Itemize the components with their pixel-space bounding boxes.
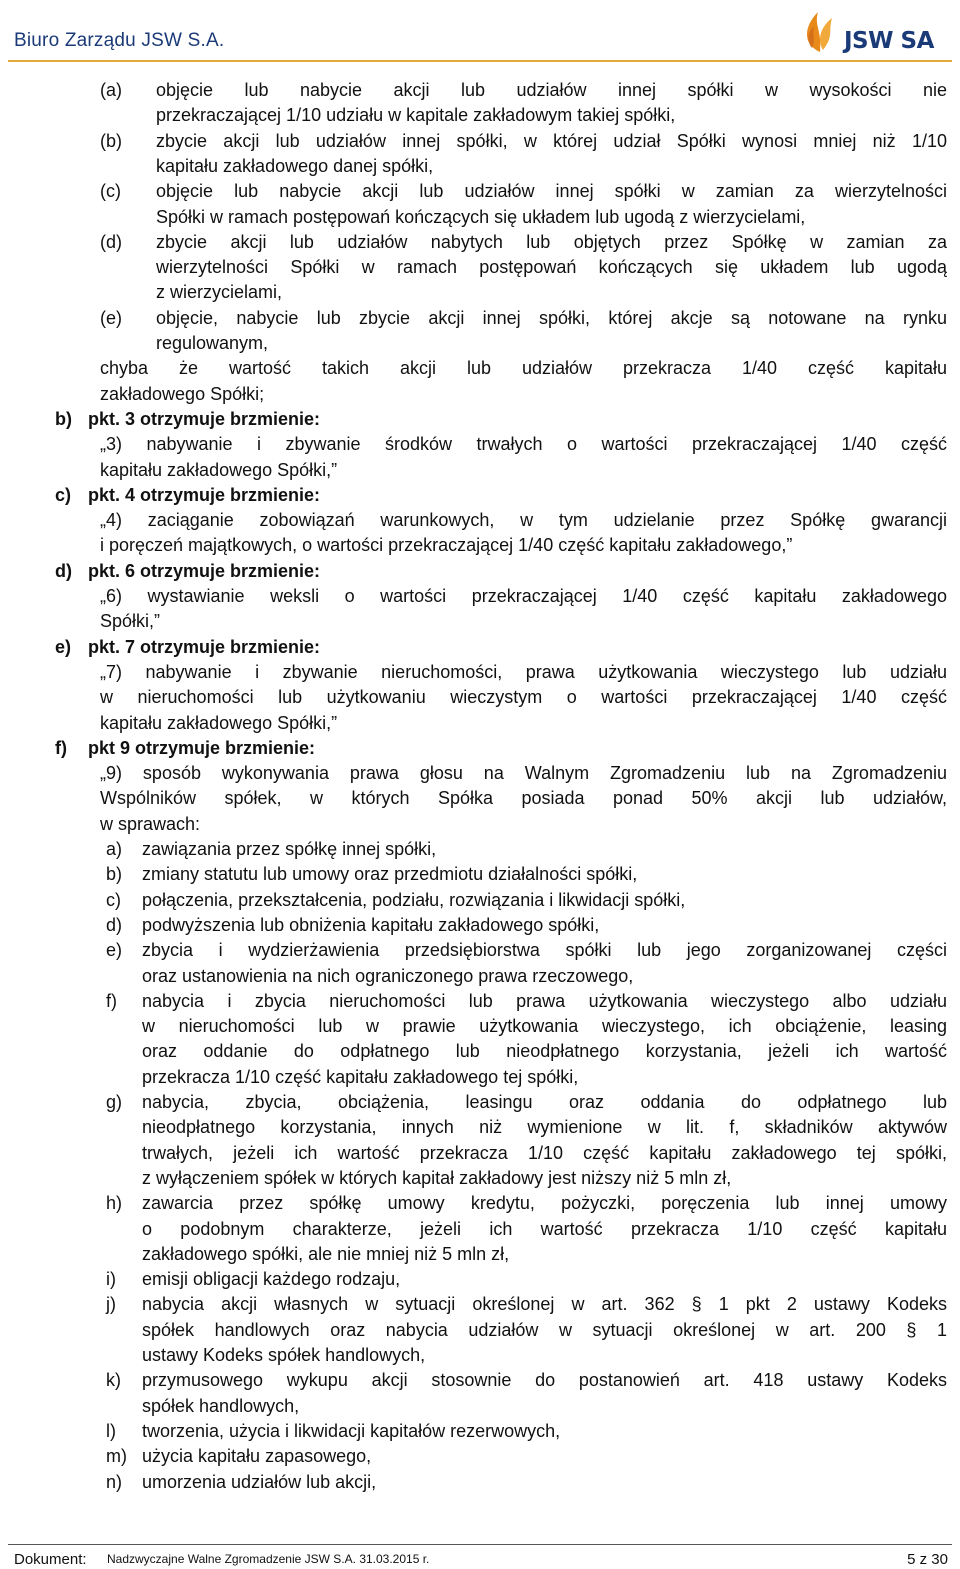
- amendment-heading: pkt 9 otrzymuje brzmienie:: [88, 737, 316, 758]
- amendment-heading: pkt. 7 otrzymuje brzmienie:: [88, 636, 321, 657]
- amendment-text: „3) nabywanie i zbywanie środków trwałych o wartości przekraczającej 1/40 część: [100, 434, 947, 455]
- amendment-text: „7) nabywanie i zbywanie nieruchomości, prawa użytkowania wieczystego lub udziału: [100, 661, 947, 682]
- sub-list-item-text: trwałych, jeżeli ich wartość przekracza 1/10 część kapitału zakładowego tej spółki,: [142, 1142, 947, 1163]
- amendment-text: Wspólników spółek, w których Spółka posiada ponad 50% akcji lub udziałów,: [100, 788, 947, 809]
- sub-list-item-text: przekracza 1/10 część kapitału zakładowego tej spółki,: [142, 1066, 579, 1087]
- list-item-text: objęcie lub nabycie akcji lub udziałów innej spółki w zamian za wierzytelności: [156, 181, 947, 202]
- sub-list-item-text: nabycia i zbycia nieruchomości lub prawa użytkowania wieczystego albo udziału: [142, 990, 947, 1011]
- amendment-label: b): [55, 408, 72, 429]
- sub-list-item-text: spółek handlowych oraz nabycia udziałów w sytuacji określonej w art. 200 § 1: [142, 1319, 947, 1340]
- sub-list-item-text: zakładowego spółki, ale nie mniej niż 5 mln zł,: [142, 1243, 510, 1264]
- sub-list-label: e): [106, 940, 123, 961]
- list-item-text: zbycie akcji lub udziałów nabytych lub objętych przez Spółkę w zamian za: [156, 231, 947, 252]
- sub-list-item-text: nabycia akcji własnych w sytuacji określonej w art. 362 § 1 pkt 2 ustawy Kodeks: [142, 1294, 947, 1315]
- page-footer: [0, 1530, 960, 1569]
- list-label: (d): [100, 231, 122, 252]
- list-item-text: zbycie akcji lub udziałów innej spółki, w której udział Spółki wynosi mniej niż 1/10: [156, 130, 947, 151]
- amendment-label: f): [55, 737, 67, 758]
- sub-list-label: k): [106, 1370, 121, 1391]
- amendment-text: i poręczeń majątkowych, o wartości przekraczającej 1/40 część kapitału zakładowego,”: [100, 535, 793, 556]
- list-item-text: z wierzycielami,: [156, 282, 283, 303]
- amendment-text: „6) wystawianie weksli o wartości przekraczającej 1/40 część kapitału zakładowego: [100, 586, 947, 606]
- sub-list-item-text: zbycia i wydzierżawienia przedsiębiorstwa spółki lub jego zorganizowanej części: [142, 940, 947, 961]
- sub-list-item-text: zawarcia przez spółkę umowy kredytu, pożyczki, poręczenia lub innej umowy: [142, 1193, 947, 1214]
- logo-text: JSW SA: [844, 28, 934, 54]
- list-item-text: kapitału zakładowego danej spółki,: [156, 155, 434, 176]
- amendment-text: „4) zaciąganie zobowiązań warunkowych, w tym udzielanie przez Spółkę gwarancji: [100, 510, 947, 531]
- sub-list-label: b): [106, 864, 123, 885]
- paragraph-text: chyba że wartość takich akcji lub udziałów przekracza 1/40 część kapitału: [100, 358, 947, 379]
- sub-list-item-text: przymusowego wykupu akcji stosownie do postanowień art. 418 ustawy Kodeks: [142, 1370, 947, 1391]
- sub-list-label: l): [106, 1420, 116, 1441]
- amendment-text: w nieruchomości lub użytkowaniu wieczystym o wartości przekraczającej 1/40 część: [100, 687, 947, 708]
- sub-list-item-text: zmiany statutu lub umowy oraz przedmiotu działalności spółki,: [142, 864, 638, 885]
- list-label: (e): [100, 307, 122, 328]
- header-divider: [8, 60, 952, 62]
- sub-list-label: f): [106, 990, 117, 1011]
- sub-list-item-text: zawiązania przez spółkę innej spółki,: [142, 839, 437, 859]
- amendment-label: e): [55, 636, 72, 657]
- company-logo: [798, 4, 948, 56]
- sub-list-item-text: oraz oddanie do odpłatnego lub nieodpłatnego korzystania, jeżeli ich wartość: [142, 1041, 947, 1062]
- sub-list-item-text: nabycia, zbycia, obciążenia, leasingu oraz oddania do odpłatnego lub: [142, 1092, 947, 1112]
- list-item-text: przekraczającej 1/10 udziału w kapitale zakładowym takiej spółki,: [156, 105, 676, 126]
- amendment-text: „9) sposób wykonywania prawa głosu na Walnym Zgromadzeniu lub na Zgromadzeniu: [100, 763, 947, 784]
- amendment-heading: pkt. 3 otrzymuje brzmienie:: [88, 408, 321, 429]
- list-item-text: objęcie lub nabycie akcji lub udziałów innej spółki w wysokości nie: [156, 80, 947, 100]
- sub-list-label: m): [106, 1446, 127, 1467]
- amendment-text: Spółki,”: [100, 611, 161, 632]
- sub-list-item-text: podwyższenia lub obniżenia kapitału zakładowego spółki,: [142, 914, 600, 935]
- sub-list-item-text: w nieruchomości lub w prawie użytkowania wieczystego, ich obciążenie, leasing: [142, 1016, 947, 1037]
- paragraph-text: zakładowego Spółki;: [100, 383, 265, 404]
- sub-list-label: d): [106, 914, 123, 935]
- sub-list-label: n): [106, 1471, 123, 1492]
- sub-list-label: a): [106, 839, 123, 859]
- sub-list-item-text: umorzenia udziałów lub akcji,: [142, 1471, 377, 1492]
- amendment-label: d): [55, 560, 72, 581]
- jsw-flame-logo-icon: [798, 4, 846, 54]
- amendment-label: c): [55, 484, 72, 505]
- header-title: Biuro Zarządu JSW S.A.: [14, 30, 225, 51]
- sub-list-label: j): [106, 1294, 116, 1315]
- sub-list-label: g): [106, 1092, 123, 1112]
- footer-label: Dokument:: [14, 1551, 87, 1568]
- sub-list-label: h): [106, 1193, 123, 1214]
- sub-list-item-text: o podobnym charakterze, jeżeli ich wartość przekracza 1/10 część kapitału: [142, 1218, 947, 1239]
- list-item-text: wierzytelności Spółki w ramach postępowań kończących się układem lub ugodą: [156, 257, 947, 278]
- list-label: (a): [100, 80, 122, 100]
- sub-list-label: i): [106, 1269, 116, 1290]
- amendment-heading: pkt. 4 otrzymuje brzmienie:: [88, 484, 321, 505]
- sub-list-item-text: emisji obligacji każdego rodzaju,: [142, 1269, 401, 1290]
- amendment-text: w sprawach:: [100, 813, 201, 834]
- sub-list-item-text: spółek handlowych,: [142, 1395, 300, 1416]
- list-item-text: Spółki w ramach postępowań kończących się układem lub ugodą z wierzycielami,: [156, 206, 806, 227]
- sub-list-item-text: nieodpłatnego korzystania, innych niż wymienione w lit. f, składników aktywów: [142, 1117, 947, 1138]
- sub-list-label: c): [106, 889, 121, 910]
- amendment-text: kapitału zakładowego Spółki,”: [100, 712, 338, 733]
- list-label: (b): [100, 130, 122, 151]
- sub-list-item-text: ustawy Kodeks spółek handlowych,: [142, 1345, 426, 1365]
- footer-document-name: Nadzwyczajne Walne Zgromadzenie JSW S.A. 31.03.2015 r.: [107, 1552, 430, 1566]
- sub-list-item-text: tworzenia, użycia i likwidacji kapitałów rezerwowych,: [142, 1420, 561, 1441]
- amendment-heading: pkt. 6 otrzymuje brzmienie:: [88, 560, 321, 581]
- amendment-text: kapitału zakładowego Spółki,”: [100, 459, 338, 480]
- list-item-text: objęcie, nabycie lub zbycie akcji innej spółki, której akcje są notowane na rynku: [156, 307, 947, 328]
- sub-list-item-text: połączenia, przekształcenia, podziału, rozwiązania i likwidacji spółki,: [142, 889, 686, 910]
- page-header: [0, 0, 960, 74]
- sub-list-item-text: oraz ustanowienia na nich ograniczonego prawa rzeczowego,: [142, 965, 634, 986]
- footer-divider: [8, 1544, 952, 1545]
- sub-list-item-text: użycia kapitału zapasowego,: [142, 1446, 372, 1467]
- list-label: (c): [100, 181, 121, 202]
- list-item-text: regulowanym,: [156, 333, 269, 353]
- sub-list-item-text: z wyłączeniem spółek w których kapitał zakładowy jest niższy niż 5 mln zł,: [142, 1167, 732, 1188]
- footer-page-number: 5 z 30: [907, 1551, 948, 1568]
